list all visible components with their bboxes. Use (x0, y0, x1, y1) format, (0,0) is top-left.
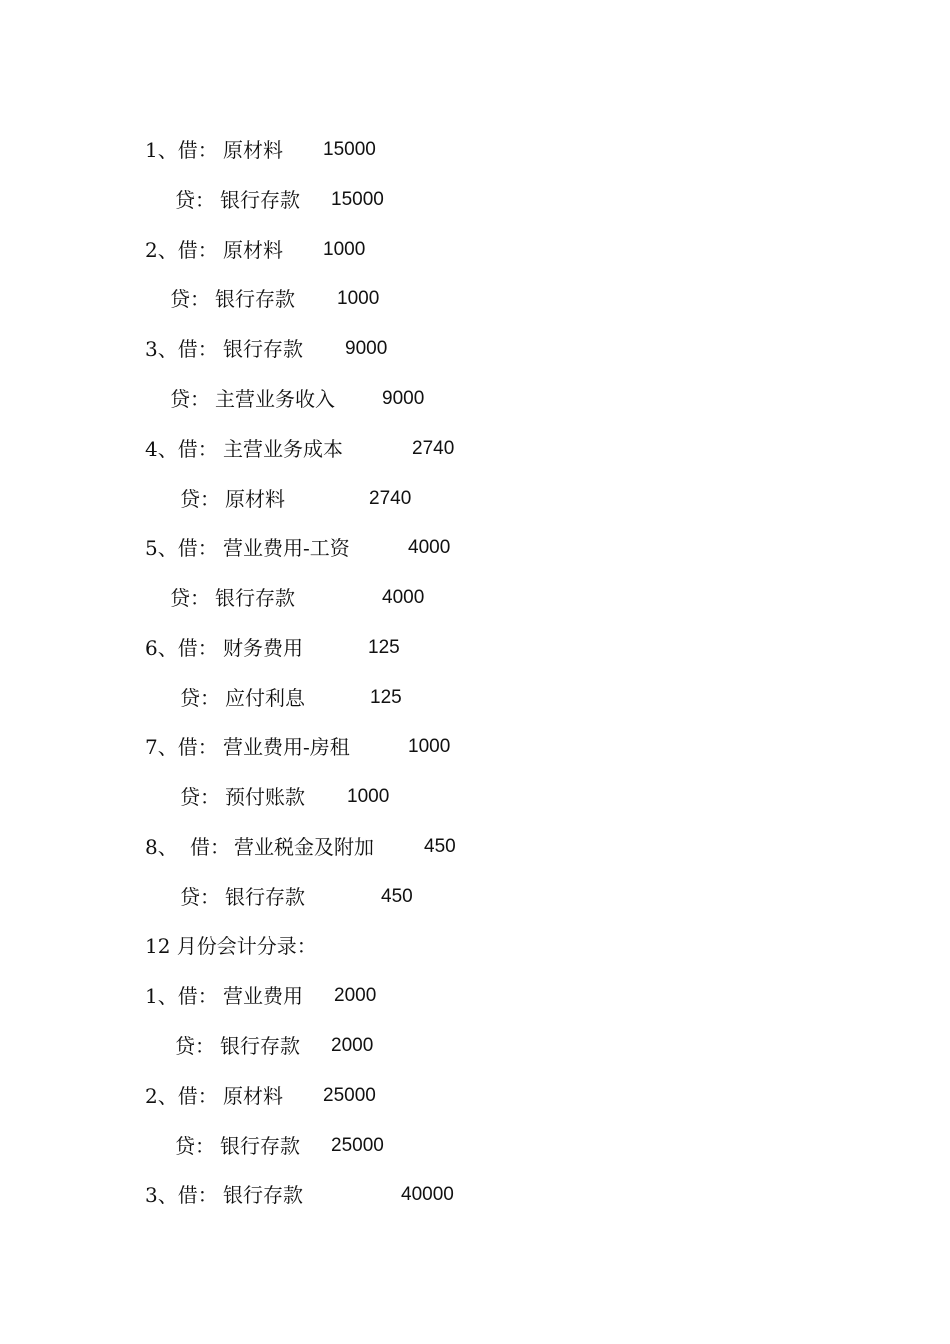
account-name: 预付账款 (225, 785, 305, 809)
account-name: 营业费用 (223, 984, 303, 1008)
amount: 2000 (331, 1035, 374, 1056)
entry-prefix: 贷： (170, 287, 210, 311)
amount: 15000 (331, 189, 384, 210)
journal-line (0, 185, 950, 215)
account-name: 营业税金及附加 (234, 835, 374, 859)
amount: 25000 (331, 1135, 384, 1156)
account-name: 主营业务成本 (223, 437, 343, 461)
entry-prefix: 5、借： (145, 536, 218, 560)
entry-prefix: 6、借： (145, 636, 218, 660)
amount: 2000 (334, 985, 377, 1006)
amount: 25000 (323, 1085, 376, 1106)
journal-line (0, 583, 950, 613)
entry-prefix: 贷： (170, 387, 210, 411)
journal-line (0, 135, 950, 165)
entry-prefix: 贷： (180, 487, 220, 511)
journal-line (0, 533, 950, 563)
journal-line (0, 284, 950, 314)
entry-prefix-secondary: 借： (190, 835, 230, 859)
amount: 1000 (323, 239, 366, 260)
entry-prefix: 贷： (180, 885, 220, 909)
entry-prefix: 3、借： (145, 1183, 218, 1207)
entry-prefix: 7、借： (145, 735, 218, 759)
amount: 125 (370, 687, 402, 708)
amount: 2740 (412, 438, 455, 459)
journal-line (0, 981, 950, 1011)
journal-line (0, 235, 950, 265)
account-name: 营业费用-工资 (223, 536, 350, 560)
account-name: 主营业务收入 (215, 387, 335, 411)
amount: 4000 (382, 587, 425, 608)
amount: 9000 (345, 338, 388, 359)
amount: 4000 (408, 537, 451, 558)
journal-line (0, 732, 950, 762)
journal-line (0, 1081, 950, 1111)
journal-line (0, 1131, 950, 1161)
section-heading (0, 931, 950, 961)
entry-prefix: 贷： (180, 686, 220, 710)
amount: 1000 (337, 288, 380, 309)
journal-line (0, 882, 950, 912)
amount: 450 (424, 836, 456, 857)
journal-line (0, 1180, 950, 1210)
journal-line (0, 683, 950, 713)
account-name: 财务费用 (223, 636, 303, 660)
entry-prefix: 贷： (175, 1134, 215, 1158)
journal-line (0, 832, 950, 862)
amount: 125 (368, 637, 400, 658)
journal-line (0, 1031, 950, 1061)
account-name: 银行存款 (215, 287, 295, 311)
account-name: 原材料 (223, 238, 283, 262)
account-name: 原材料 (223, 138, 283, 162)
journal-line (0, 384, 950, 414)
account-name: 营业费用-房租 (223, 735, 350, 759)
journal-line (0, 633, 950, 663)
account-name: 银行存款 (215, 586, 295, 610)
account-name: 原材料 (225, 487, 285, 511)
journal-line (0, 782, 950, 812)
entry-prefix: 3、借： (145, 337, 218, 361)
account-name: 银行存款 (220, 1134, 300, 1158)
amount: 15000 (323, 139, 376, 160)
account-name: 原材料 (223, 1084, 283, 1108)
entry-prefix: 8、 (145, 835, 178, 859)
amount: 450 (381, 886, 413, 907)
amount: 9000 (382, 388, 425, 409)
amount: 1000 (347, 786, 390, 807)
entry-prefix: 贷： (175, 188, 215, 212)
amount: 1000 (408, 736, 451, 757)
december-heading: 12 月份会计分录： (145, 934, 317, 958)
account-name: 银行存款 (223, 337, 303, 361)
account-name: 银行存款 (220, 188, 300, 212)
entry-prefix: 1、借： (145, 138, 218, 162)
journal-line (0, 334, 950, 364)
entry-prefix: 贷： (180, 785, 220, 809)
journal-line (0, 434, 950, 464)
entry-prefix: 4、借： (145, 437, 218, 461)
journal-line (0, 484, 950, 514)
entry-prefix: 1、借： (145, 984, 218, 1008)
account-name: 银行存款 (223, 1183, 303, 1207)
amount: 40000 (401, 1184, 454, 1205)
account-name: 应付利息 (225, 686, 305, 710)
entry-prefix: 贷： (175, 1034, 215, 1058)
entry-prefix: 2、借： (145, 1084, 218, 1108)
entry-prefix: 贷： (170, 586, 210, 610)
account-name: 银行存款 (220, 1034, 300, 1058)
amount: 2740 (369, 488, 412, 509)
entry-prefix: 2、借： (145, 238, 218, 262)
account-name: 银行存款 (225, 885, 305, 909)
